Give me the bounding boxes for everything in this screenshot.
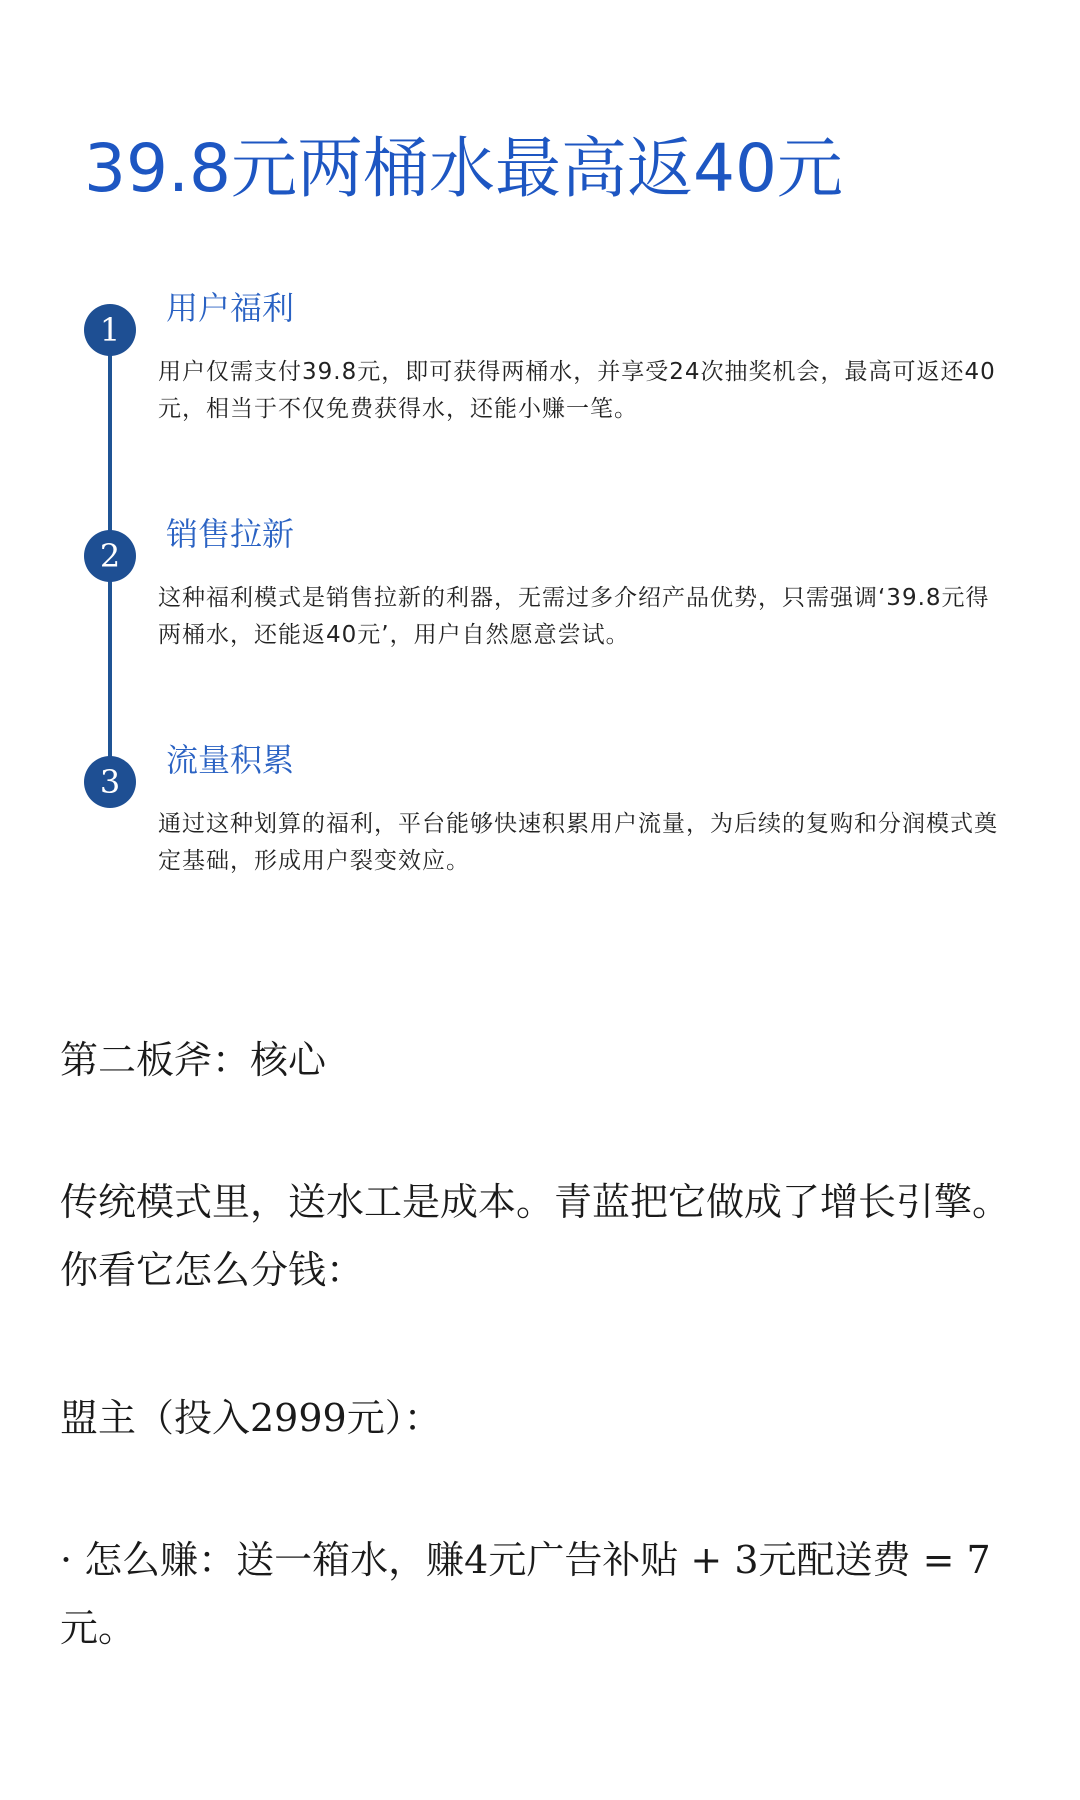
bullet-item: · 怎么赚：送一箱水，赚4元广告补贴 + 3元配送费 = 7元。 xyxy=(60,1538,991,1650)
step-3-description: 通过这种划算的福利，平台能够快速积累用户流量，为后续的复购和分润模式奠定基础，形成用户裂变效应。 xyxy=(158,811,998,874)
section-heading: 第二板斧：核心 xyxy=(60,1038,327,1082)
headline: 39.8元两桶水最高返40元 xyxy=(84,130,843,207)
step-1-description: 用户仅需支付39.8元，即可获得两桶水，并享受24次抽奖机会，最高可返还40元，相当于不仅免费获得水，还能小赚一笔。 xyxy=(158,359,996,422)
step-2-description: 这种福利模式是销售拉新的利器，无需过多介绍产品优势，只需强调‘39.8元得两桶水，还能返40元’，用户自然愿意尝试。 xyxy=(158,585,990,648)
role-heading: 盟主（投入2999元）： xyxy=(60,1396,442,1440)
step-3-number-circle: 3 xyxy=(84,756,136,808)
step-2-number-circle: 2 xyxy=(84,530,136,582)
step-2-title: 销售拉新 xyxy=(166,515,295,553)
step-3-title: 流量积累 xyxy=(166,741,295,779)
article-paragraph: 传统模式里，送水工是成本。青蓝把它做成了增长引擎。你看它怎么分钱： xyxy=(60,1180,1011,1292)
step-1-number-circle: 1 xyxy=(84,304,136,356)
step-1-title: 用户福利 xyxy=(166,289,295,327)
